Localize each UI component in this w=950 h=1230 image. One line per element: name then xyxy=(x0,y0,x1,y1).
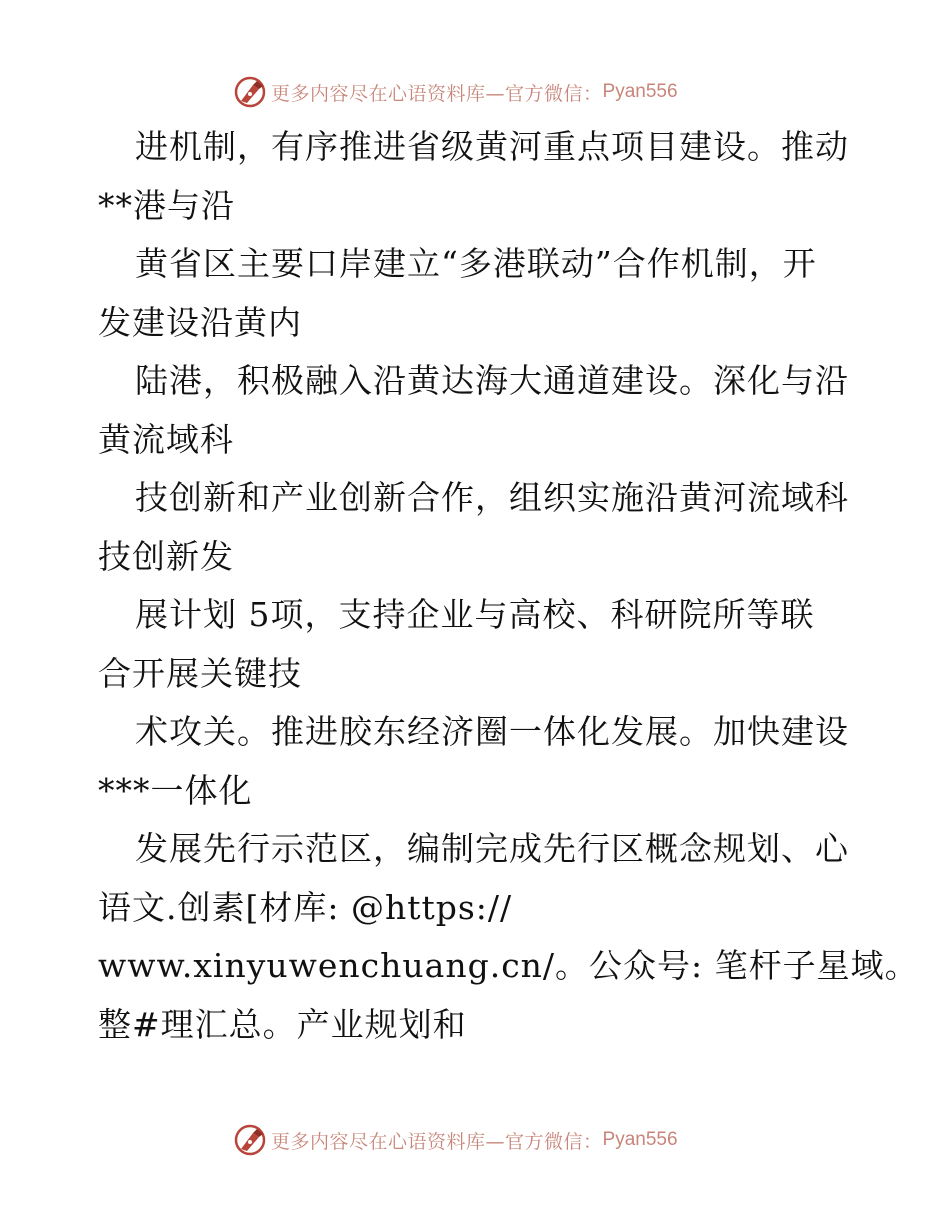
text-line: ***一体化 xyxy=(98,770,253,810)
header-banner xyxy=(0,72,950,112)
text-line: 黄省区主要口岸建立“多港联动”合作机制，开 xyxy=(135,244,817,283)
text-line: 进机制，有序推进省级黄河重点项目建设。推动 xyxy=(135,127,849,166)
text-line: 术攻关。推进胶东经济圈一体化发展。加快建设 xyxy=(135,712,849,751)
text-line: www.xinyuwenchuang.cn/。公众号: 笔杆子星域。 xyxy=(98,946,919,985)
banner-text: 更多内容尽在心语资料库—官方微信： xyxy=(271,82,603,105)
text-line: 整#理汇总。产业规划和 xyxy=(98,1004,467,1044)
banner-contact: Pyan556 xyxy=(602,1129,678,1150)
footer-banner xyxy=(0,1120,950,1160)
banner-text: 更多内容尽在心语资料库—官方微信： xyxy=(271,1130,603,1153)
document-body xyxy=(98,118,919,1054)
pen-logo-icon xyxy=(233,1123,267,1157)
text-line: 陆港，积极融入沿黄达海大通道建设。深化与沿 xyxy=(135,361,849,400)
pen-logo-icon xyxy=(233,75,267,109)
text-line: 技创新和产业创新合作，组织实施沿黄河流域科 xyxy=(135,478,849,517)
banner-contact: Pyan556 xyxy=(602,81,678,102)
text-line: 合开展关键技 xyxy=(98,653,302,693)
text-line: 技创新发 xyxy=(98,536,234,576)
text-line: 展计划 5项，支持企业与高校、科研院所等联 xyxy=(135,595,815,634)
text-line: 发建设沿黄内 xyxy=(98,302,302,342)
text-line: 发展先行示范区，编制完成先行区概念规划、心 xyxy=(135,829,849,868)
text-line: 黄流域科 xyxy=(98,419,234,459)
text-line: 语文.创素[材库: @https:// xyxy=(98,887,513,927)
text-line: **港与沿 xyxy=(98,185,235,225)
